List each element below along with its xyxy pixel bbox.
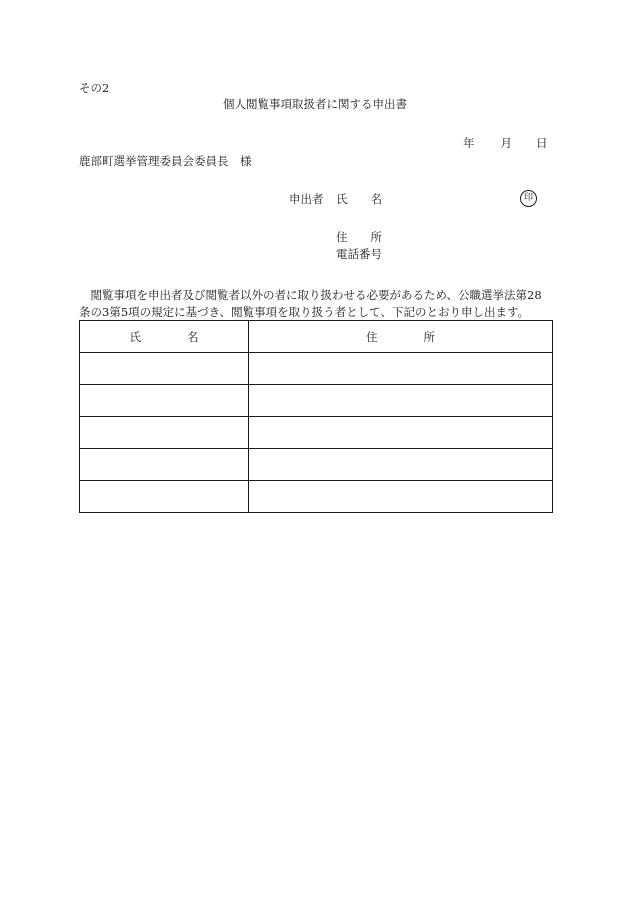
document-title: 個人閲覧事項取扱者に関する申出書 <box>223 97 407 111</box>
name-cell <box>80 353 249 385</box>
name-cell <box>80 417 249 449</box>
recipient: 鹿部町選挙管理委員会委員長 様 <box>79 154 252 168</box>
date-day-label: 日 <box>536 136 548 150</box>
address-cell <box>249 417 553 449</box>
header-name: 氏 名 <box>80 321 249 353</box>
table-row <box>80 353 553 385</box>
form-number: その2 <box>79 81 110 95</box>
table-row <box>80 417 553 449</box>
table-row <box>80 481 553 513</box>
body-line-1: 閲覧事項を申出者及び閲覧者以外の者に取り扱わせる必要があるため、公職選挙法第28 <box>90 288 542 302</box>
table-header-row <box>80 321 553 353</box>
address-cell <box>249 385 553 417</box>
date-line <box>463 138 548 150</box>
body-text <box>79 287 554 321</box>
applicant-address-label: 住 所 <box>336 230 382 244</box>
header-address: 住 所 <box>249 321 553 353</box>
applicant-name-label: 氏 名 <box>336 192 382 206</box>
address-cell <box>249 481 553 513</box>
date-month-label: 月 <box>500 136 512 150</box>
table-row <box>80 385 553 417</box>
address-cell <box>249 449 553 481</box>
applicant-label: 申出者 <box>289 192 324 206</box>
handler-table <box>79 320 553 513</box>
name-cell <box>80 449 249 481</box>
table-row <box>80 449 553 481</box>
body-line-2: 条の3第5項の規定に基づき、閲覧事項を取り扱う者として、下記のとおり申し出ます。 <box>79 305 530 319</box>
name-cell <box>80 385 249 417</box>
seal-mark: 印 <box>520 190 537 207</box>
date-year-label: 年 <box>463 136 475 150</box>
applicant-phone-label: 電話番号 <box>336 247 382 261</box>
name-cell <box>80 481 249 513</box>
address-cell <box>249 353 553 385</box>
